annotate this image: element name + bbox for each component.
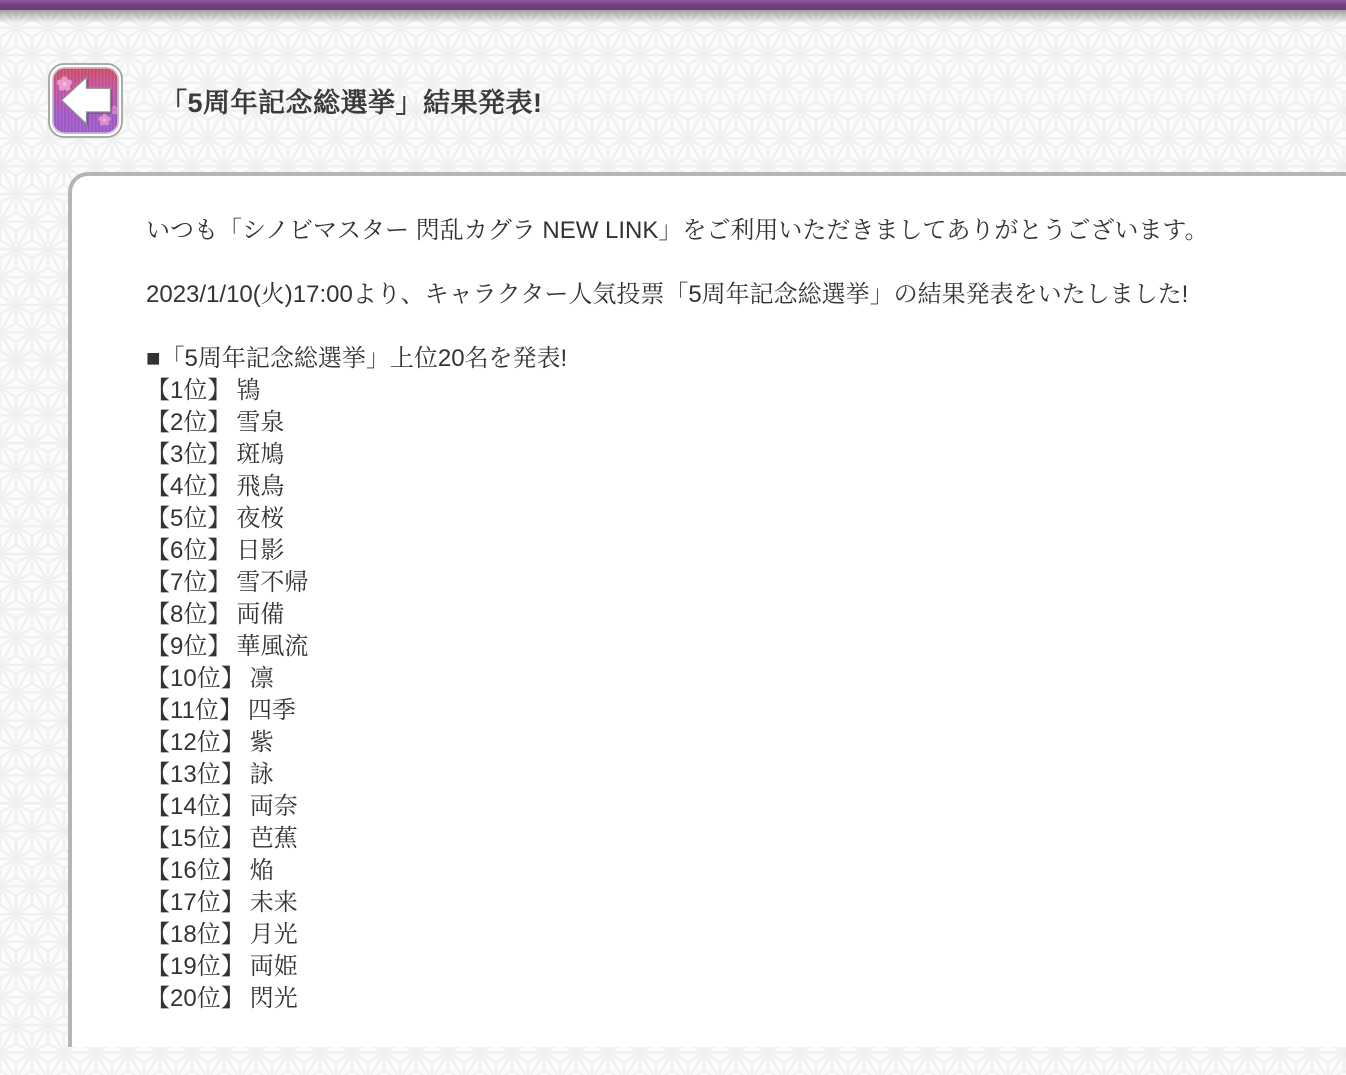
rank-name: 華風流	[236, 633, 309, 660]
greeting-text: いつも「シノビマスター 閃乱カグラ NEW LINK」をご利用いただきましてありがとうございます。	[146, 217, 1209, 244]
rank-name: 焔	[249, 857, 274, 884]
ranking-section-heading: ■「5周年記念総選挙」上位20名を発表!	[146, 345, 568, 372]
ranking-item	[146, 887, 1326, 919]
rank-label: 【6位】	[146, 537, 232, 564]
ranking-item	[146, 951, 1326, 983]
rank-name: 詠	[249, 761, 274, 788]
rank-label: 【17位】	[146, 889, 245, 916]
ranking-item	[146, 759, 1326, 791]
rank-label: 【19位】	[146, 953, 245, 980]
ranking-item	[146, 407, 1326, 439]
rank-label: 【18位】	[146, 921, 245, 948]
rank-name: 両備	[236, 601, 285, 628]
page-title: 「5周年記念総選挙」結果発表!	[160, 88, 543, 118]
rank-label: 【5位】	[146, 505, 232, 532]
back-arrow-icon	[48, 63, 123, 138]
rank-label: 【12位】	[146, 729, 245, 756]
rank-label: 【16位】	[146, 857, 245, 884]
rank-name: 両奈	[249, 793, 298, 820]
ranking-item	[146, 439, 1326, 471]
announcement-body	[72, 176, 1346, 1015]
rank-label: 【15位】	[146, 825, 245, 852]
ranking-item	[146, 535, 1326, 567]
ranking-item	[146, 471, 1326, 503]
rank-label: 【2位】	[146, 409, 232, 436]
rank-name: 斑鳩	[236, 441, 285, 468]
ranking-item	[146, 599, 1326, 631]
rank-label: 【13位】	[146, 761, 245, 788]
rank-label: 【8位】	[146, 601, 232, 628]
rank-label: 【1位】	[146, 377, 232, 404]
ranking-item	[146, 375, 1326, 407]
ranking-item	[146, 695, 1326, 727]
ranking-item	[146, 631, 1326, 663]
ranking-item	[146, 791, 1326, 823]
rank-name: 月光	[249, 921, 298, 948]
rank-label: 【10位】	[146, 665, 245, 692]
rank-label: 【14位】	[146, 793, 245, 820]
rank-label: 【9位】	[146, 633, 232, 660]
ranking-item	[146, 727, 1326, 759]
rank-name: 両姫	[249, 953, 298, 980]
ranking-item	[146, 503, 1326, 535]
rank-label: 【11位】	[146, 697, 243, 724]
rank-label: 【4位】	[146, 473, 232, 500]
rank-name: 凛	[249, 665, 274, 692]
rank-name: 閃光	[249, 985, 298, 1012]
page-header	[48, 63, 543, 138]
rank-name: 芭蕉	[249, 825, 298, 852]
rank-label: 【7位】	[146, 569, 232, 596]
rank-name: 未来	[249, 889, 298, 916]
rank-name: 鴇	[236, 377, 261, 404]
rank-name: 日影	[236, 537, 285, 564]
rank-name: 夜桜	[236, 505, 285, 532]
rank-label: 【3位】	[146, 441, 232, 468]
rank-name: 四季	[247, 697, 296, 724]
rank-name: 飛鳥	[236, 473, 285, 500]
rank-name: 雪泉	[236, 409, 285, 436]
ranking-item	[146, 567, 1326, 599]
rank-name: 雪不帰	[236, 569, 309, 596]
back-button[interactable]	[48, 63, 123, 138]
ranking-item	[146, 919, 1326, 951]
rank-name: 紫	[249, 729, 274, 756]
ranking-item	[146, 855, 1326, 887]
rank-label: 【20位】	[146, 985, 245, 1012]
ranking-item	[146, 663, 1326, 695]
top-bar-shadow	[0, 10, 1346, 23]
ranking-item	[146, 823, 1326, 855]
top-accent-bar	[0, 0, 1346, 10]
ranking-item	[146, 983, 1326, 1015]
announcement-card	[68, 172, 1346, 1047]
announcement-text: 2023/1/10(火)17:00より、キャラクター人気投票「5周年記念総選挙」の結果発表をいたしました!	[146, 281, 1189, 308]
